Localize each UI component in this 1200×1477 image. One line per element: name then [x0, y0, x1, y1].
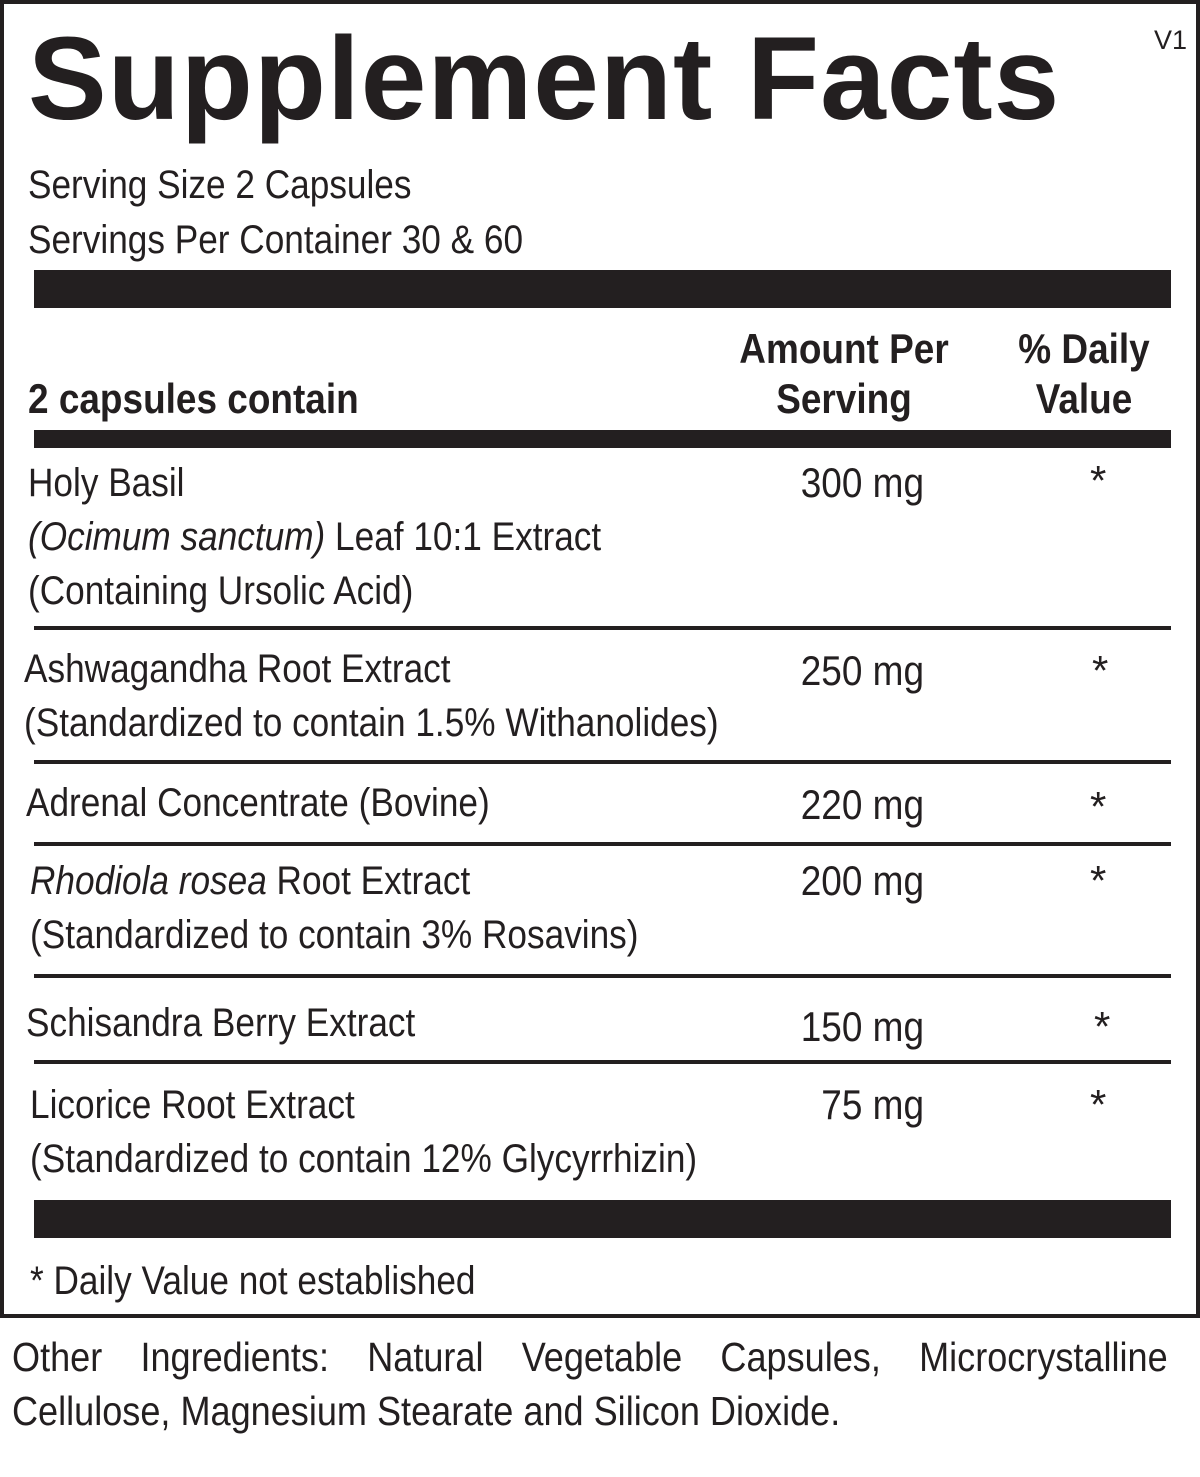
ingredient-name: Licorice Root Extract	[30, 1083, 355, 1127]
header-dv-line2: Value	[1035, 375, 1133, 422]
servings-per-container: Servings Per Container 30 & 60	[28, 218, 524, 262]
ingredient-amount: 75 mg	[821, 1081, 924, 1128]
ingredient-dv: *	[1092, 647, 1109, 694]
other-ingredients-text: Other Ingredients: Natural Vegetable Capsules, Microcrystalline Cellulose, Magnesium Stearate and Silicon Dioxide.	[12, 1334, 1168, 1434]
footnote: * Daily Value not established	[30, 1259, 476, 1303]
ingredient-dv: *	[1090, 1081, 1107, 1128]
row-divider	[34, 1060, 1171, 1064]
ingredient-dv: *	[1094, 1003, 1111, 1050]
panel-title: Supplement Facts	[28, 13, 1061, 145]
row-divider	[34, 842, 1171, 846]
ingredient-detail: (Standardized to contain 12% Glycyrrhizin)	[30, 1137, 698, 1181]
header-contains: 2 capsules contain	[28, 375, 359, 422]
ingredient-amount: 220 mg	[800, 781, 924, 828]
version-label: V1	[1154, 25, 1188, 55]
ingredient-name-rest: Root Extract	[266, 859, 471, 903]
other-ingredients	[12, 1330, 1168, 1438]
ingredient-dv: *	[1090, 783, 1107, 830]
ingredient-amount: 300 mg	[800, 459, 924, 506]
ingredient-name: Ashwagandha Root Extract	[24, 647, 451, 691]
ingredient-name: Schisandra Berry Extract	[26, 1001, 416, 1045]
ingredient-scientific-name: (Ocimum sanctum)	[28, 515, 326, 559]
ingredient-name-rest: Leaf 10:1 Extract	[325, 515, 602, 559]
ingredient-detail: (Standardized to contain 1.5% Withanolides)	[24, 701, 719, 745]
row-divider	[34, 974, 1171, 978]
ingredient-dv: *	[1090, 457, 1107, 504]
ingredient-amount: 150 mg	[800, 1003, 924, 1050]
ingredient-name: Holy Basil	[28, 461, 185, 505]
ingredient-name-line	[30, 854, 470, 908]
medium-divider	[34, 430, 1171, 448]
ingredient-detail: (Containing Ursolic Acid)	[28, 569, 414, 613]
ingredient-scientific-name: Rhodiola rosea	[30, 859, 267, 903]
ingredient-amount: 250 mg	[800, 647, 924, 694]
thick-divider-top	[34, 270, 1171, 308]
ingredient-amount: 200 mg	[800, 857, 924, 904]
thick-divider-bottom	[34, 1200, 1171, 1238]
row-divider	[34, 760, 1171, 764]
row-divider	[34, 626, 1171, 630]
serving-size: Serving Size 2 Capsules	[28, 163, 412, 207]
ingredient-detail: (Standardized to contain 3% Rosavins)	[30, 913, 639, 957]
header-amount-line2: Serving	[776, 375, 912, 422]
ingredient-name-line2	[28, 510, 601, 564]
header-amount-line1: Amount Per	[739, 325, 949, 372]
ingredient-dv: *	[1090, 857, 1107, 904]
ingredient-name: Adrenal Concentrate (Bovine)	[26, 781, 490, 825]
header-dv-line1: % Daily	[1018, 325, 1150, 372]
